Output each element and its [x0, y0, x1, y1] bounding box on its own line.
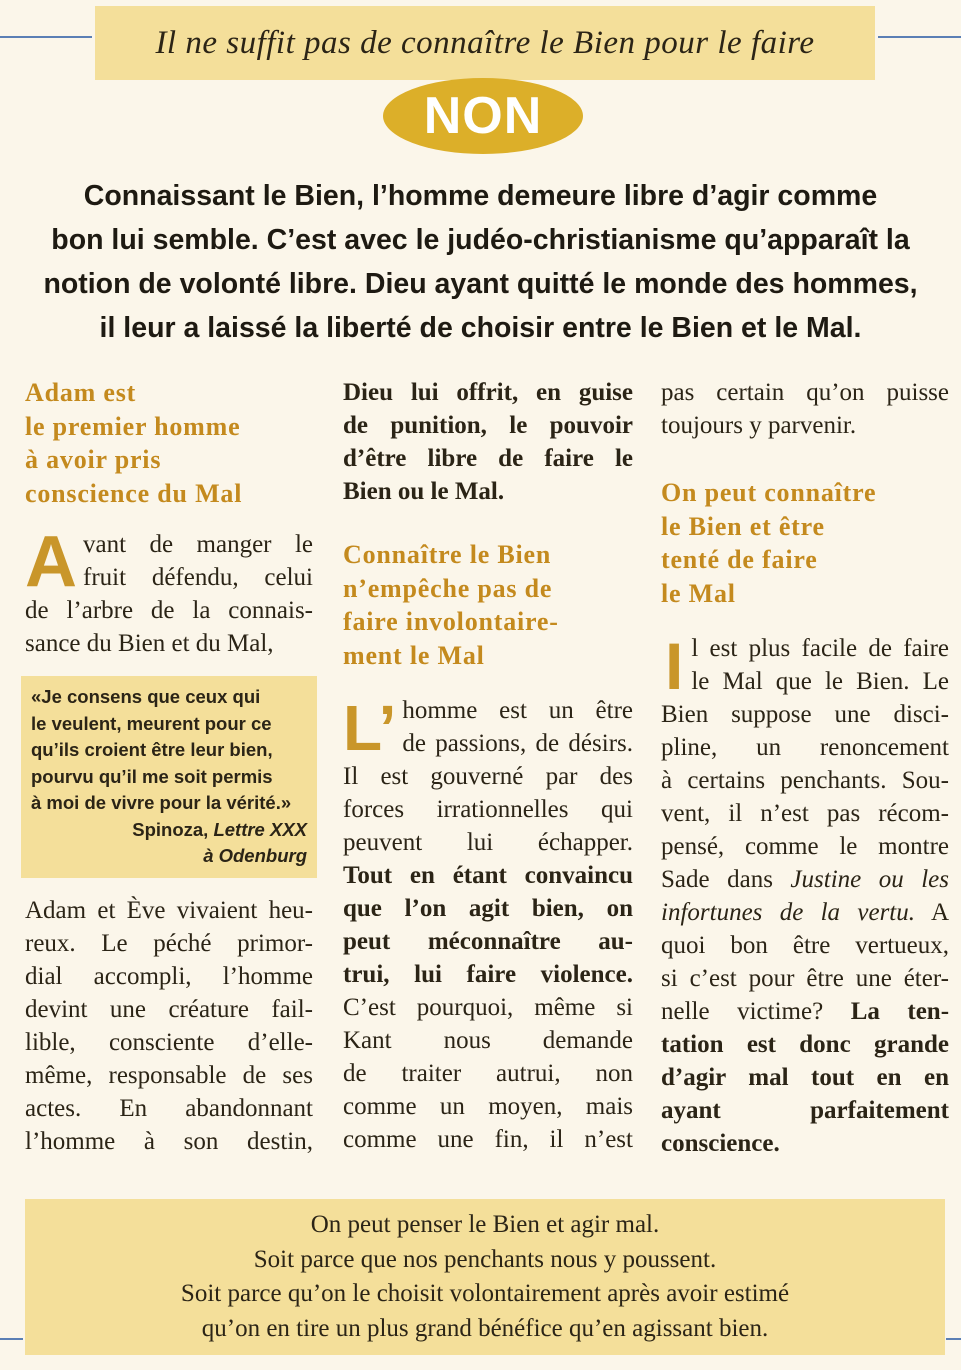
- text-line: Bien ou le Mal.: [343, 478, 505, 505]
- conclusion-line: qu’on en tire un plus grand bénéfice qu’en agissant bien.: [201, 1314, 769, 1342]
- drop-cap: L’: [343, 692, 397, 764]
- text-line: [661, 995, 949, 1028]
- conclusion-line: On peut penser le Bien et agir mal.: [310, 1211, 660, 1238]
- body-paragraph: [343, 694, 633, 1156]
- quote-line: à moi de vivre pour la vérité.»: [31, 792, 292, 813]
- page-title: Il ne suffit pas de connaître le Bien pour le faire: [155, 24, 815, 61]
- lead-line: notion de volonté libre. Dieu ayant quitté le monde des hommes,: [43, 268, 918, 300]
- text-line: l est plus facile de faire: [691, 635, 949, 662]
- lead-paragraph: [20, 174, 941, 350]
- heading-line: On peut connaître: [661, 478, 877, 507]
- text-line: si c’est pour être une éter-: [661, 965, 949, 992]
- lead-line: il leur a laissé la liberté de choisir entre le Bien et le Mal.: [99, 312, 862, 344]
- heading-line: le premier homme: [25, 411, 241, 441]
- work-title: Justine ou les: [790, 866, 949, 893]
- quote-line: qu’ils croient être leur bien,: [31, 739, 273, 760]
- text-line: sance du Bien et du Mal,: [25, 630, 274, 657]
- column-2: [343, 376, 633, 1156]
- continued-paragraph: [343, 376, 633, 508]
- text-line: pas certain qu’on puisse: [661, 379, 949, 406]
- section-heading-adam: [25, 376, 313, 510]
- text-line: de traiter autrui, non: [343, 1060, 633, 1087]
- text-line: de passions, de désirs.: [402, 730, 633, 757]
- heading-line: conscience du Mal: [25, 478, 243, 508]
- heading-line: n’empêche pas de: [343, 573, 553, 603]
- text-line: de l’arbre de la connais-: [25, 597, 313, 624]
- text-line: comme un moyen, mais: [343, 1093, 633, 1120]
- bold-fragment: La ten-: [850, 998, 950, 1025]
- conclusion-line: Soit parce qu’on le choisit volontairement après avoir estimé: [180, 1280, 790, 1307]
- quote-work: Lettre XXX: [213, 818, 307, 840]
- right-rule-top: [878, 36, 961, 38]
- continued-paragraph: [661, 376, 949, 442]
- text-line: même, responsable de ses: [25, 1061, 313, 1089]
- text-line: tation est donc grande: [661, 1031, 949, 1058]
- text-line: ayant parfaitement: [661, 1097, 949, 1124]
- quote-line: le veulent, meurent pour ce: [31, 712, 272, 734]
- text-line: C’est pourquoi, même si: [343, 994, 633, 1021]
- right-rule-bottom: [946, 1338, 961, 1340]
- lead-line: Connaissant le Bien, l’homme demeure libre d’agir comme: [83, 180, 878, 212]
- heading-line: à avoir pris: [25, 445, 162, 474]
- text-line: dial accompli, l’homme: [25, 962, 313, 990]
- text-line: à certains penchants. Sou-: [661, 767, 949, 794]
- heading-line: Connaître le Bien: [343, 540, 552, 569]
- text-line: Tout en étant convaincu: [343, 862, 633, 889]
- body-paragraph: [661, 629, 950, 1160]
- text-line: Dieu lui offrit, en guise: [343, 379, 633, 406]
- text-line: Kant nous demande: [343, 1027, 633, 1054]
- text-line: quoi bon être vertueux,: [661, 932, 949, 959]
- sade-text: Sade dans: [661, 866, 773, 893]
- body-paragraph: [25, 894, 313, 1158]
- text-line: vant de manger le: [83, 531, 313, 558]
- quote-author: Spinoza,: [132, 818, 209, 840]
- conclusion-line: Soit parce que nos penchants nous y poussent.: [253, 1245, 717, 1273]
- text-line: trui, lui faire violence.: [343, 961, 633, 988]
- section-heading-tente: [661, 476, 949, 610]
- work-title: infortunes de la vertu.: [661, 899, 915, 926]
- text-line: l’homme à son destin,: [25, 1127, 313, 1155]
- text-line: d’être libre de faire le: [343, 445, 633, 472]
- heading-line: Adam est: [25, 378, 137, 407]
- text-line: homme est un être: [402, 697, 633, 724]
- intro-paragraph: [25, 522, 313, 660]
- heading-line: le Mal: [661, 578, 736, 608]
- quote-recipient: [31, 843, 307, 870]
- lead-line: bon lui semble. C’est avec le judéo-christianisme qu’apparaît la: [51, 224, 910, 256]
- text-line: devint une créature fail-: [25, 995, 313, 1023]
- conclusion-box: [25, 1199, 945, 1355]
- text-line: conscience.: [661, 1130, 780, 1157]
- heading-line: ment le Mal: [343, 640, 485, 670]
- text-line: pline, un renoncement: [661, 734, 949, 761]
- non-badge: [383, 78, 583, 154]
- text-line: fruit défendu, celui: [83, 564, 313, 591]
- heading-line: faire involontaire-: [343, 607, 559, 636]
- text-line: d’agir mal tout en en: [661, 1064, 949, 1091]
- text-line: toujours y parvenir.: [661, 412, 857, 439]
- column-1: [25, 376, 313, 1158]
- quote-line: pourvu qu’il me soit permis: [31, 765, 273, 787]
- text-line: vent, il n’est pas récom-: [661, 800, 949, 827]
- text-line: de punition, le pouvoir: [343, 412, 633, 439]
- quote-recipient-text: à Odenburg: [203, 845, 307, 866]
- text-line: peut méconnaître au-: [343, 928, 633, 955]
- text-line: forces irrationnelles qui: [343, 796, 633, 823]
- left-rule-bottom: [0, 1338, 23, 1340]
- text-line: Bien suppose une disci-: [661, 701, 949, 728]
- text-fragment: nelle victime?: [661, 998, 824, 1025]
- text-line: lible, consciente d’elle-: [25, 1028, 313, 1056]
- drop-cap: A: [25, 522, 77, 602]
- column-3: [661, 376, 949, 1160]
- text-line: reux. Le péché primor-: [25, 929, 313, 957]
- text-line: pensé, comme le montre: [661, 833, 949, 860]
- non-label: NON: [423, 87, 543, 145]
- text-line: peuvent lui échapper.: [343, 829, 633, 856]
- left-rule-top: [0, 36, 92, 38]
- text-line: comme une fin, il n’est: [343, 1126, 633, 1153]
- text-line: actes. En abandonnant: [25, 1094, 313, 1122]
- text-line: Adam et Ève vivaient heu-: [25, 896, 313, 924]
- text-line: [661, 896, 949, 929]
- text-line: que l’on agit bien, on: [343, 895, 633, 922]
- text-line: [661, 863, 949, 896]
- text-line: le Mal que le Bien. Le: [691, 668, 949, 695]
- quote-line: «Je consens que ceux qui: [31, 686, 261, 707]
- spinoza-quote: [21, 676, 317, 878]
- section-heading-involontaire: [343, 538, 633, 672]
- text-fragment: A: [930, 899, 949, 926]
- title-banner: [95, 6, 875, 80]
- text-line: Il est gouverné par des: [343, 763, 633, 790]
- heading-line: le Bien et être: [661, 511, 825, 541]
- quote-attribution: [31, 817, 307, 844]
- heading-line: tenté de faire: [661, 545, 818, 574]
- drop-cap: I: [665, 629, 684, 703]
